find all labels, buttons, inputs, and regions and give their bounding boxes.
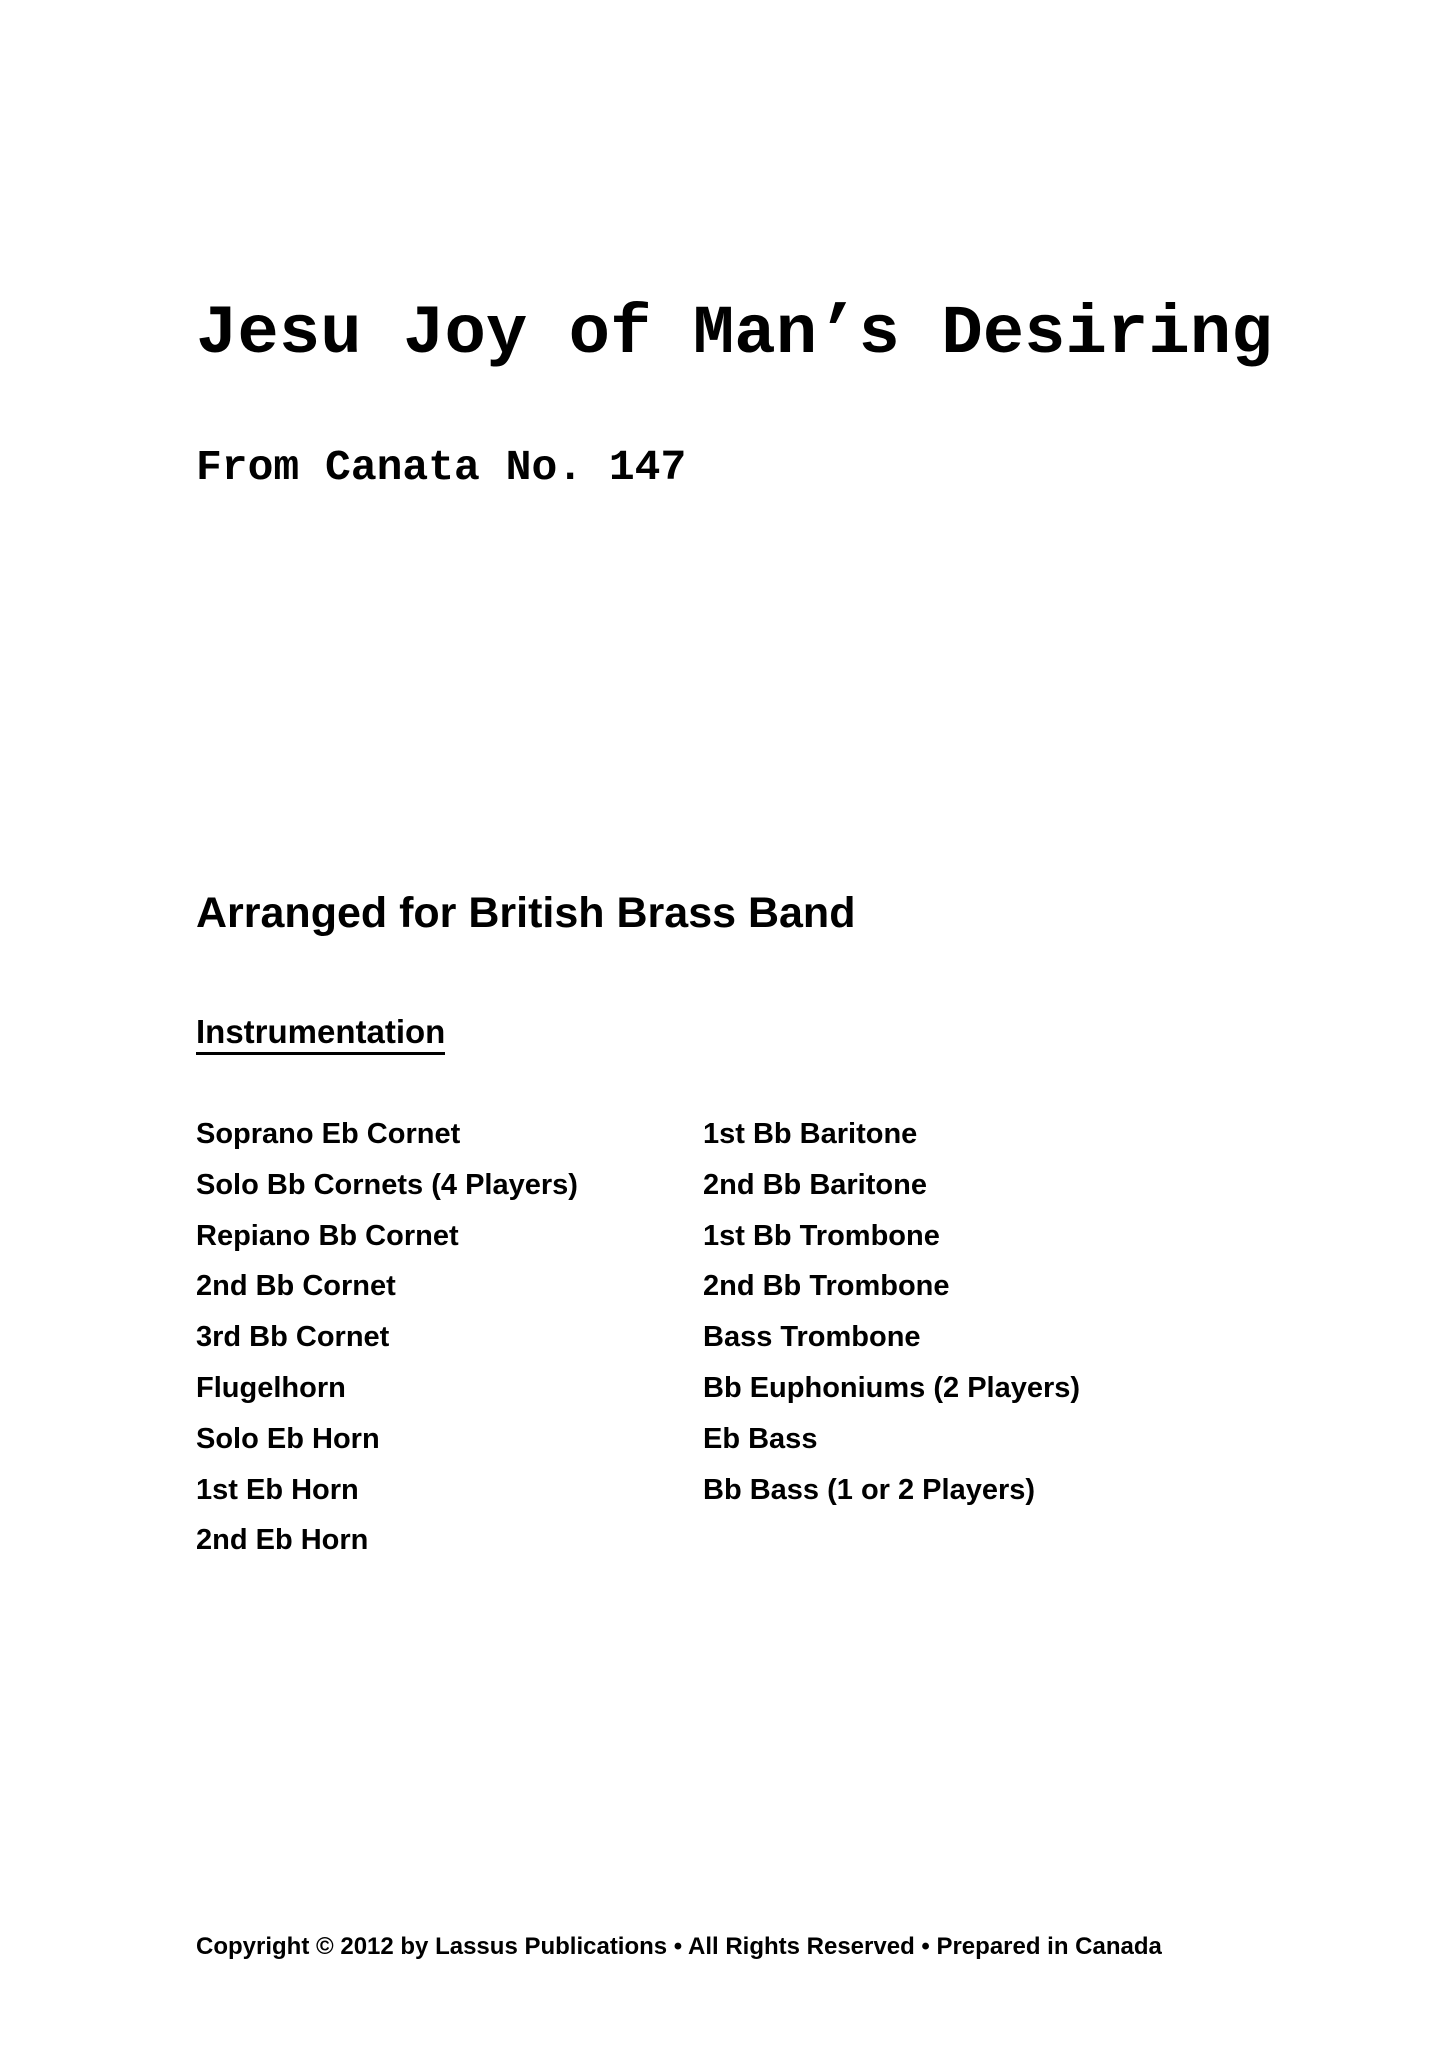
- instrument-item: Bb Bass (1 or 2 Players): [703, 1473, 1036, 1506]
- copyright-notice: Copyright © 2012 by Lassus Publications • All Rights Reserved • Prepared in Canada: [196, 1933, 1162, 1960]
- instrument-list-left: [196, 1113, 578, 1570]
- instrument-item: Solo Bb Cornets (4 Players): [196, 1168, 578, 1201]
- instrument-item: 2nd Bb Trombone: [703, 1270, 950, 1303]
- instrument-item: Flugelhorn: [196, 1371, 346, 1404]
- instrument-item: Bass Trombone: [703, 1321, 921, 1354]
- instrument-item: 3rd Bb Cornet: [196, 1321, 390, 1354]
- instrument-item: 1st Eb Horn: [196, 1473, 359, 1506]
- instrument-item: Solo Eb Horn: [196, 1422, 380, 1455]
- document-subtitle: From Canata No. 147: [196, 443, 687, 492]
- instrument-item: Soprano Eb Cornet: [196, 1118, 461, 1150]
- instrument-item: 2nd Bb Cornet: [196, 1270, 396, 1303]
- instrumentation-heading: Instrumentation: [196, 1015, 445, 1055]
- instrument-item: 1st Bb Baritone: [703, 1118, 918, 1150]
- instrument-item: Bb Euphoniums (2 Players): [703, 1371, 1081, 1404]
- arrangement-line: Arranged for British Brass Band: [196, 889, 856, 937]
- instrument-item: 2nd Bb Baritone: [703, 1168, 927, 1201]
- instrument-list-right: [703, 1113, 1080, 1519]
- document-title: Jesu Joy of Man’s Desiring: [196, 295, 1273, 373]
- instrument-item: Repiano Bb Cornet: [196, 1219, 459, 1252]
- instrument-item: Eb Bass: [703, 1422, 818, 1455]
- instrument-item: 1st Bb Trombone: [703, 1219, 940, 1252]
- instrument-item: 2nd Eb Horn: [196, 1524, 369, 1557]
